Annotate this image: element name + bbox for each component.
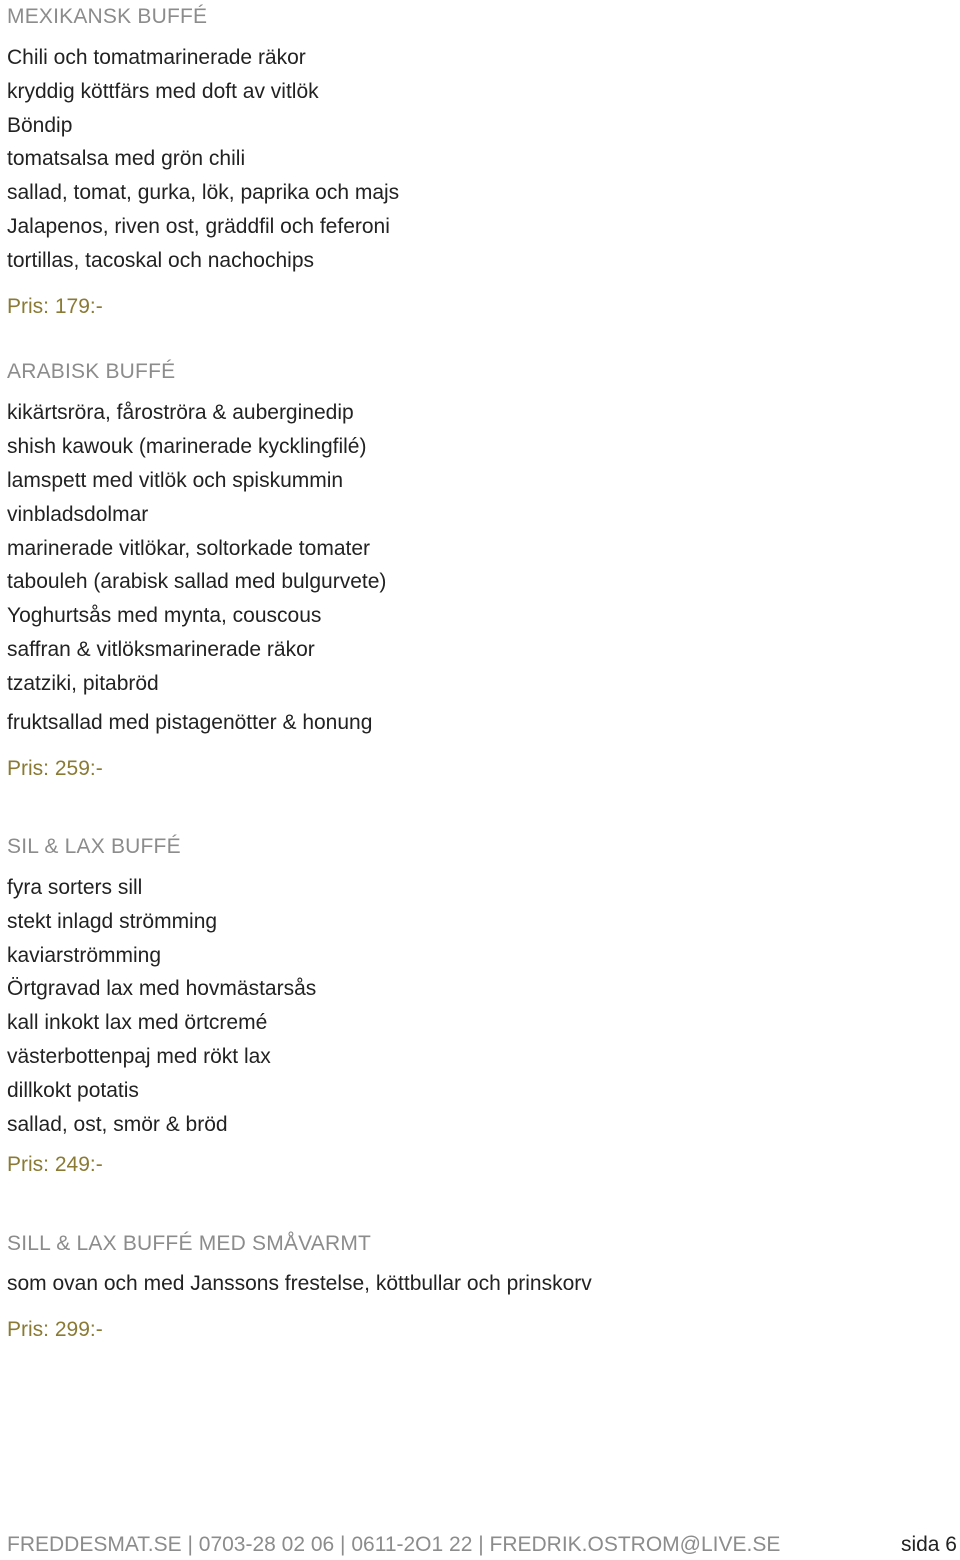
menu-item: kikärtsröra, fåroströra & auberginedip: [7, 401, 354, 424]
menu-item: Böndip: [7, 114, 73, 137]
menu-item: sallad, tomat, gurka, lök, paprika och majs: [7, 181, 400, 204]
section-heading-arabisk: ARABISK BUFFÉ: [7, 360, 176, 383]
menu-item: tzatziki, pitabröd: [7, 672, 159, 695]
menu-item: Chili och tomatmarinerade räkor: [7, 46, 306, 69]
menu-item: Yoghurtsås med mynta, couscous: [7, 604, 322, 627]
section-heading-sil-lax: SIL & LAX BUFFÉ: [7, 835, 181, 858]
menu-item: som ovan och med Janssons frestelse, köttbullar och prinskorv: [7, 1272, 592, 1295]
menu-item: Jalapenos, riven ost, gräddfil och feferoni: [7, 215, 390, 238]
menu-item: vinbladsdolmar: [7, 503, 149, 526]
section-heading-sill-lax-smavarmt: SILL & LAX BUFFÉ MED SMÅVARMT: [7, 1232, 372, 1255]
menu-item: tomatsalsa med grön chili: [7, 147, 246, 170]
menu-item: kryddig köttfärs med doft av vitlök: [7, 80, 319, 103]
price-label-arabisk: Pris: 259:-: [7, 757, 103, 780]
menu-item: fyra sorters sill: [7, 876, 143, 899]
menu-item: saffran & vitlöksmarinerade räkor: [7, 638, 315, 661]
price-label-sil-lax: Pris: 249:-: [7, 1153, 103, 1176]
page-number: sida 6: [900, 1533, 957, 1556]
menu-item: lamspett med vitlök och spiskummin: [7, 469, 344, 492]
menu-item: dillkokt potatis: [7, 1079, 139, 1102]
menu-item: sallad, ost, smör & bröd: [7, 1113, 228, 1136]
price-label-mexikansk: Pris: 179:-: [7, 295, 103, 318]
menu-item: stekt inlagd strömming: [7, 910, 218, 933]
menu-item: västerbottenpaj med rökt lax: [7, 1045, 271, 1068]
footer-contact: FREDDESMAT.SE | 0703-28 02 06 | 0611-2O1 22 | FREDRIK.OSTROM@LIVE.SE: [7, 1533, 781, 1556]
menu-item: fruktsallad med pistagenötter & honung: [7, 711, 373, 734]
menu-item: Örtgravad lax med hovmästarsås: [7, 977, 317, 1000]
menu-item: tortillas, tacoskal och nachochips: [7, 249, 314, 272]
menu-item: tabouleh (arabisk sallad med bulgurvete): [7, 570, 387, 593]
section-heading-mexikansk: MEXIKANSK BUFFÉ: [7, 5, 208, 28]
menu-item: kaviarströmming: [7, 944, 162, 967]
menu-item: shish kawouk (marinerade kycklingfilé): [7, 435, 367, 458]
menu-item: marinerade vitlökar, soltorkade tomater: [7, 537, 370, 560]
menu-item: kall inkokt lax med örtcremé: [7, 1011, 268, 1034]
price-label-sill-lax-smavarmt: Pris: 299:-: [7, 1318, 103, 1341]
